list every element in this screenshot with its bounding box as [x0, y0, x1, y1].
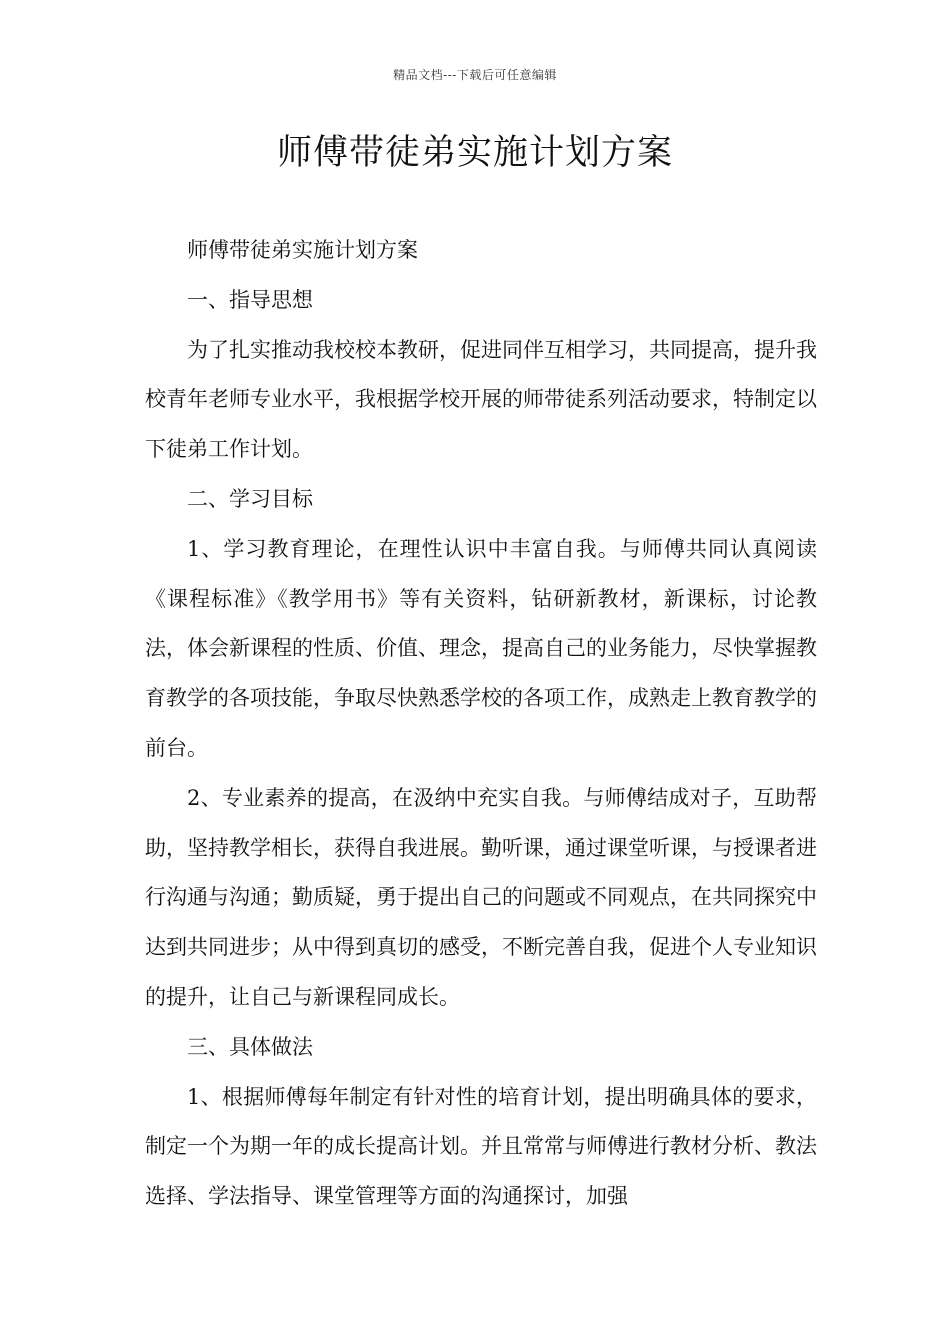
body-paragraph: 2、专业素养的提高，在汲纳中充实自我。与师傅结成对子，互助帮助，坚持教学相长，获得自我进展。勤听课，通过课堂听课，与授课者进行沟通与沟通；勤质疑，勇于提出自己的问题或不同观点，在共同探究中达到共同进步；从中得到真切的感受，不断完善自我，促进个人专业知识的提升，让自己与新课程同成长。	[145, 785, 817, 1009]
body-paragraph: 1、学习教育理论，在理性认识中丰富自我。与师傅共同认真阅读《课程标准》《教学用书》等有关资料，钻研新教材，新课标，讨论教法，体会新课程的性质、价值、理念，提高自己的业务能力，尽快掌握教育教学的各项技能，争取尽快熟悉学校的各项工作，成熟走上教育教学的前台。	[145, 536, 817, 760]
body-paragraph: 1、根据师傅每年制定有针对性的培育计划，提出明确具体的要求，制定一个为期一年的成长提高计划。并且常常与师傅进行教材分析、教法选择、学法指导、课堂管理等方面的沟通探讨，加强	[145, 1084, 817, 1209]
section-heading-specific-methods: 三、具体做法	[187, 1034, 313, 1059]
subtitle-paragraph: 师傅带徒弟实施计划方案	[187, 238, 418, 262]
document-body	[145, 226, 817, 1222]
header-note: 精品文档---下载后可任意编辑	[393, 68, 557, 82]
section-heading-learning-goals: 二、学习目标	[187, 486, 313, 511]
body-paragraph: 为了扎实推动我校校本教研，促进同伴互相学习，共同提高，提升我校青年老师专业水平，我根据学校开展的师带徒系列活动要求，特制定以下徒弟工作计划。	[145, 337, 817, 462]
document-title: 师傅带徒弟实施计划方案	[276, 133, 673, 173]
section-heading-guiding-thought: 一、指导思想	[187, 287, 313, 312]
